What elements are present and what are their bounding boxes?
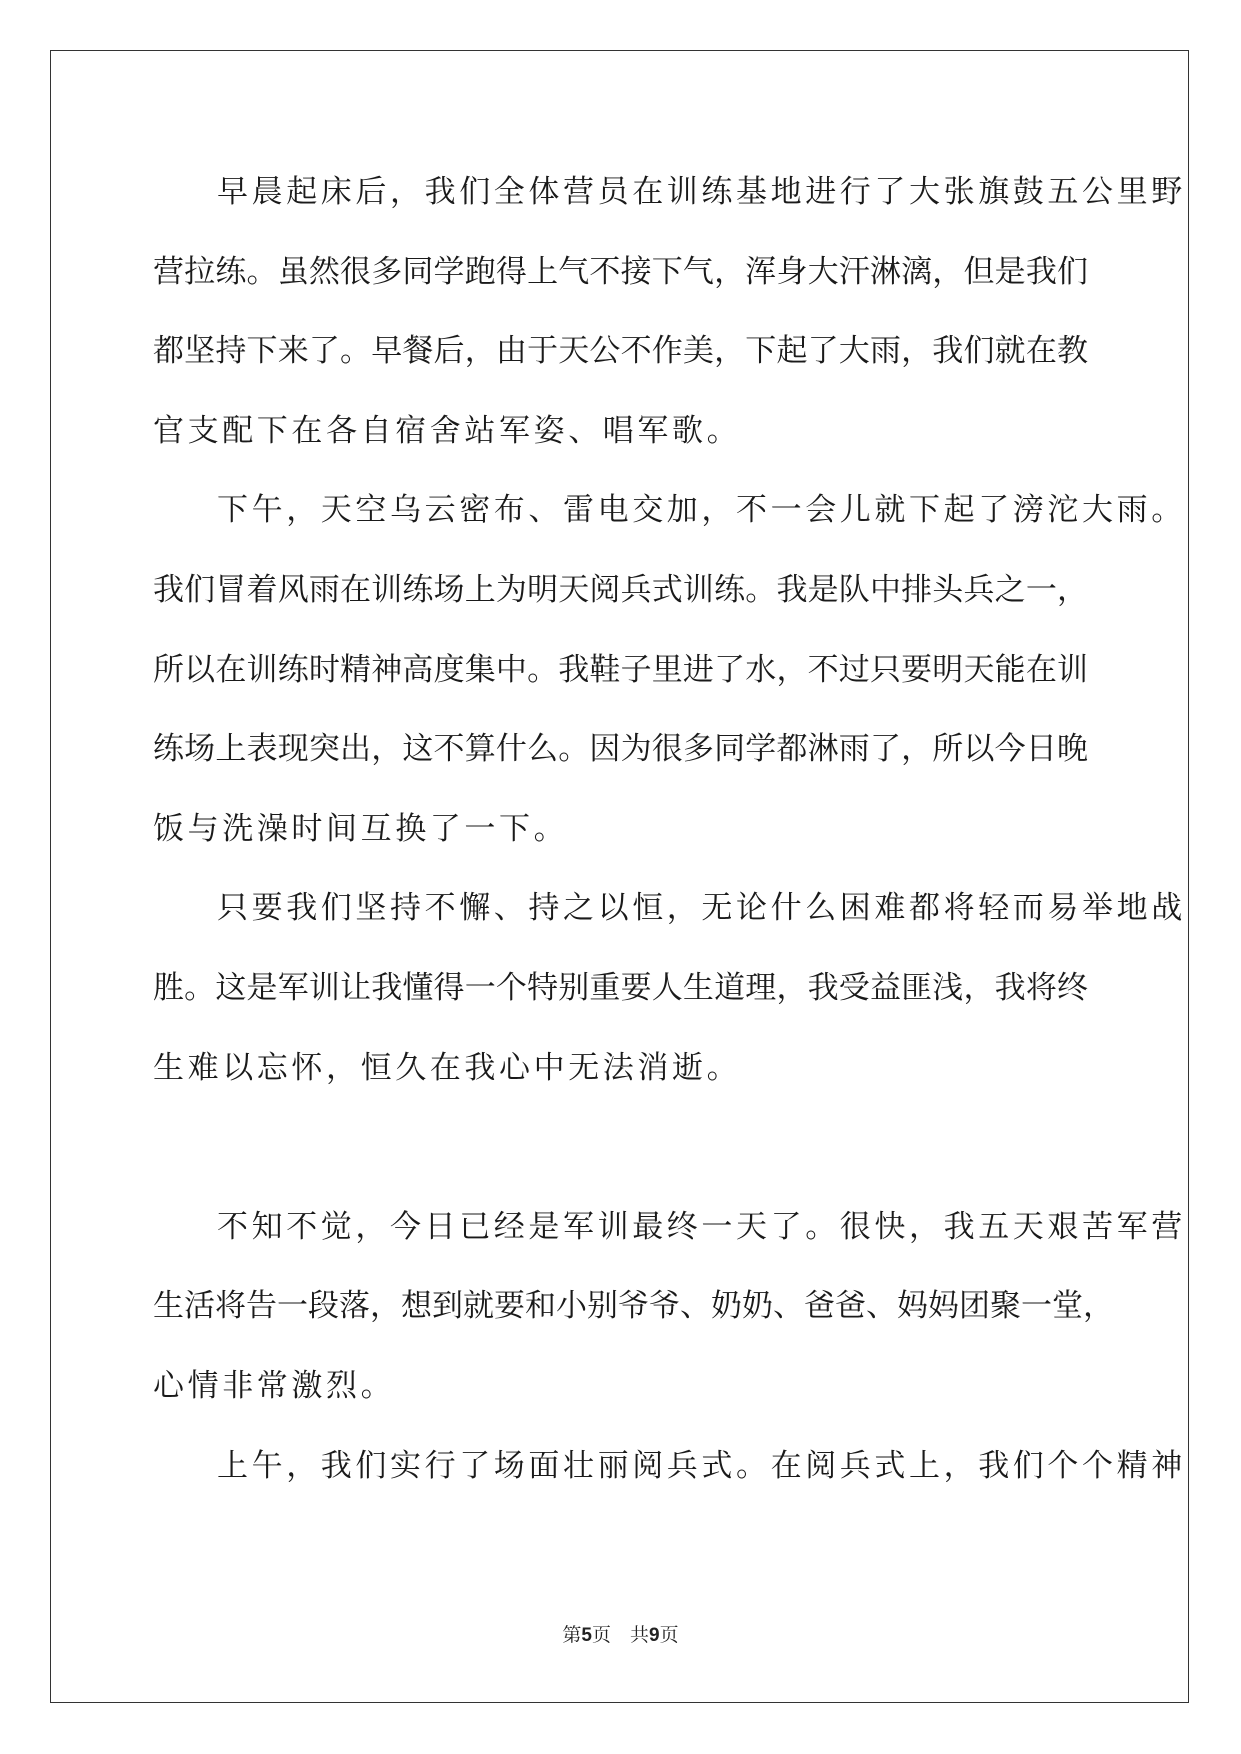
page-current: 5 (581, 1625, 592, 1646)
text-line: 心情非常激烈。 (153, 1367, 396, 1404)
text-line: 练场上表现突出，这不算什么。因为很多同学都淋雨了，所以今日晚 (153, 731, 1088, 768)
document-body (153, 167, 1186, 1520)
paragraph-3 (153, 883, 1186, 1122)
text-line: 营拉练。虽然很多同学跑得上气不接下气，浑身大汗淋漓，但是我们 (153, 253, 1088, 290)
text-line: 生难以忘怀，恒久在我心中无法消逝。 (153, 1049, 742, 1086)
text-line: 官支配下在各自宿舍站军姿、唱军歌。 (153, 412, 742, 449)
page-total: 9 (649, 1625, 660, 1646)
text-line: 我们冒着风雨在训练场上为明天阅兵式训练。我是队中排头兵之一， (153, 571, 1088, 608)
text-line: 早晨起床后，我们全体营员在训练基地进行了大张旗鼓五公里野 (217, 174, 1186, 210)
text-line: 下午，天空乌云密布、雷电交加，不一会儿就下起了滂沱大雨。 (217, 492, 1186, 529)
paragraph-1 (153, 167, 1186, 485)
text-line: 饭与洗澡时间互换了一下。 (153, 810, 569, 847)
text-line: 上午，我们实行了场面壮丽阅兵式。在阅兵式上，我们个个精神 (217, 1447, 1186, 1484)
page-footer (0, 1620, 1241, 1647)
page-suffix: 页 (659, 1624, 679, 1646)
page-prefix: 第 (562, 1624, 582, 1646)
paragraph-4 (153, 1202, 1186, 1441)
page-mid: 页 共 (591, 1624, 649, 1646)
text-line: 不知不觉，今日已经是军训最终一天了。很快，我五天艰苦军营 (217, 1208, 1186, 1245)
text-line: 胜。这是军训让我懂得一个特别重要人生道理，我受益匪浅，我将终 (153, 969, 1088, 1006)
text-line: 都坚持下来了。早餐后，由于天公不作美，下起了大雨，我们就在教 (153, 333, 1088, 370)
paragraph-2 (153, 485, 1186, 883)
text-line: 所以在训练时精神高度集中。我鞋子里进了水，不过只要明天能在训 (153, 651, 1088, 688)
paragraph-5 (153, 1441, 1186, 1521)
paragraph-gap (153, 1122, 1088, 1202)
text-line: 生活将告一段落，想到就要和小别爷爷、奶奶、爸爸、妈妈团聚一堂， (153, 1288, 1114, 1325)
text-line: 只要我们坚持不懈、持之以恒，无论什么困难都将轻而易举地战 (217, 890, 1186, 927)
